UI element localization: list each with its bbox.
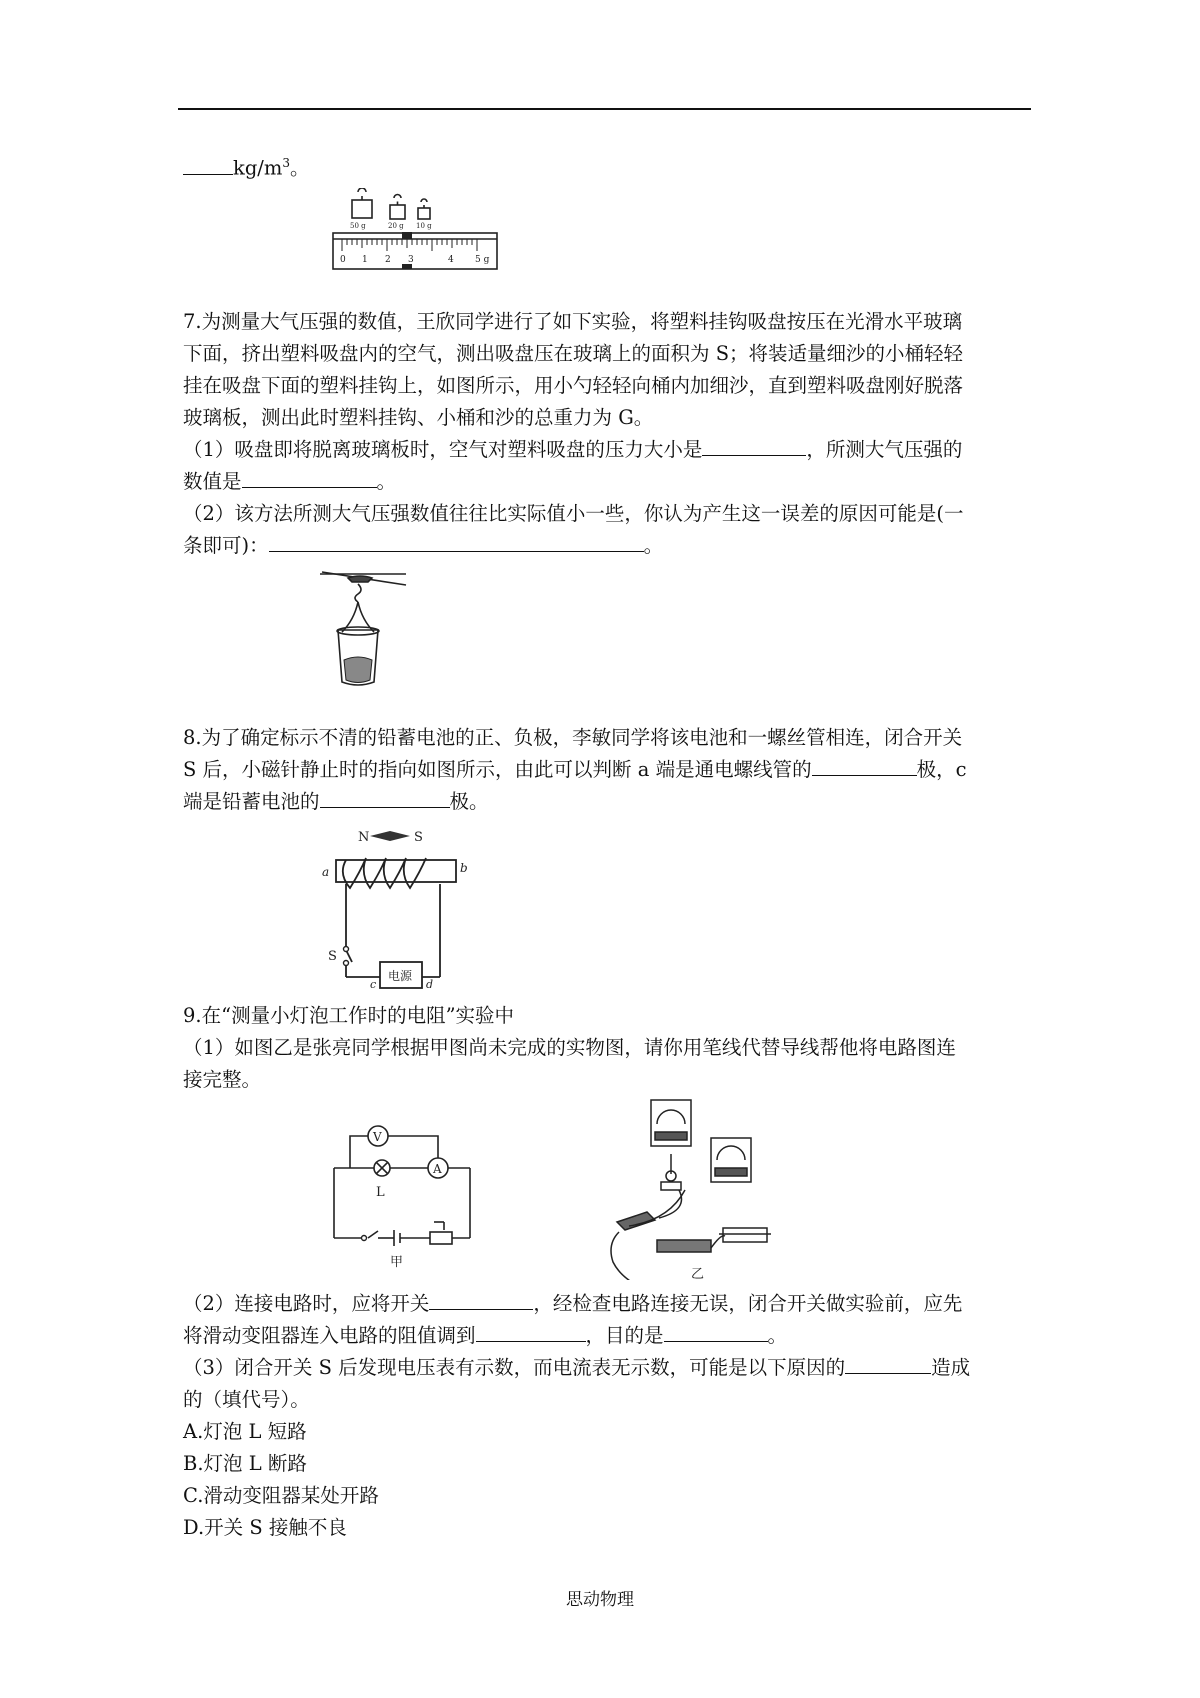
lamp-label: L — [376, 1185, 385, 1200]
q7-part2: （2）该方法所测大气压强数值往往比实际值小一些，你认为产生这一误差的原因可能是(一 — [183, 502, 964, 525]
end-a-label: a — [322, 865, 330, 879]
weight-label: 50 g — [350, 222, 366, 230]
blank[interactable] — [812, 755, 917, 776]
tick-label: 5 g — [475, 255, 490, 265]
balance-figure — [330, 188, 500, 272]
tick-label: 4 — [448, 255, 454, 265]
weight-label: 20 g — [388, 222, 404, 230]
suction-cup-figure — [318, 570, 410, 698]
tick-label: 3 — [408, 255, 414, 265]
q7-part1: （1）吸盘即将脱离玻璃板时，空气对塑料吸盘的压力大小是 ，所测大气压强的 — [183, 434, 1029, 466]
blank[interactable] — [845, 1353, 931, 1374]
compass-needle — [370, 831, 410, 841]
q7-line: 7.为测量大气压强的数值，王欣同学进行了如下实验，将塑料挂钩吸盘按压在光滑水平玻璃 — [183, 310, 963, 333]
q9-part1-cont: 接完整。 — [183, 1068, 262, 1091]
option-d: D.开关 S 接触不良 — [183, 1516, 347, 1539]
blank[interactable] — [320, 787, 450, 808]
blank[interactable] — [242, 467, 377, 488]
weight-label: 10 g — [416, 222, 432, 230]
blank[interactable] — [702, 435, 806, 456]
blank[interactable] — [429, 1289, 533, 1310]
option-a: A.灯泡 L 短路 — [183, 1420, 307, 1443]
q7-part1-cont: 数值是 。 — [183, 466, 1029, 498]
end-c-label: c — [370, 978, 377, 990]
tick-label: 2 — [385, 255, 391, 265]
end-d-label: d — [426, 978, 434, 990]
blank[interactable] — [269, 531, 644, 552]
solenoid-figure — [318, 822, 478, 990]
q9-part2-cont: 将滑动变阻器连入电路的阻值调到 ，目的是 。 — [183, 1320, 1029, 1352]
figure-caption: 乙 — [691, 1267, 705, 1280]
q9-part3-cont: 的（填代号）。 — [183, 1388, 310, 1411]
circuit-diagram-jia — [326, 1118, 476, 1268]
header-rule — [178, 108, 1031, 110]
blank[interactable] — [664, 1321, 768, 1342]
power-source-label: 电源 — [388, 969, 413, 983]
blank[interactable] — [183, 154, 233, 175]
tick-label: 1 — [362, 255, 368, 265]
figure-caption: 甲 — [390, 1255, 404, 1268]
end-b-label: b — [460, 861, 468, 875]
tick-label: 0 — [340, 255, 346, 265]
q7-part2-cont: 条即可)： 。 — [183, 530, 1029, 562]
page-footer: 思动物理 — [566, 1590, 634, 1610]
q7-line: 玻璃板，测出此时塑料挂钩、小桶和沙的总重力为 G。 — [183, 406, 654, 429]
q8-line: S 后，小磁针静止时的指向如图所示，由此可以判断 a 端是通电螺线管的 极，c — [183, 754, 1029, 786]
needle-s-label: S — [414, 830, 423, 845]
q9-part1: （1）如图乙是张亮同学根据甲图尚未完成的实物图，请你用笔线代替导线帮他将电路图连 — [183, 1036, 956, 1059]
apparatus-figure-yi — [595, 1098, 795, 1280]
q9-part3: （3）闭合开关 S 后发现电压表有示数，而电流表无示数，可能是以下原因的 造成 — [183, 1352, 1029, 1384]
rider — [402, 232, 412, 239]
switch-label: S — [328, 949, 337, 964]
ammeter-label: A — [433, 1162, 442, 1176]
q8-line: 端是铅蓄电池的 极。 — [183, 786, 1029, 818]
voltmeter-label: V — [373, 1130, 382, 1144]
q8-line: 8.为了确定标示不清的铅蓄电池的正、负极，李敏同学将该电池和一螺丝管相连，闭合开关 — [183, 726, 963, 749]
needle-n-label: N — [358, 830, 370, 845]
q9-line: 9.在“测量小灯泡工作时的电阻”实验中 — [183, 1004, 515, 1027]
option-c: C.滑动变阻器某处开路 — [183, 1484, 379, 1507]
option-b: B.灯泡 L 断路 — [183, 1452, 307, 1475]
q7-line: 挂在吸盘下面的塑料挂钩上，如图所示，用小勺轻轻向桶内加细沙，直到塑料吸盘刚好脱落 — [183, 374, 964, 397]
q9-part2: （2）连接电路时，应将开关 ，经检查电路连接无误，闭合开关做实验前，应先 — [183, 1288, 1029, 1320]
q7-line: 下面，挤出塑料吸盘内的空气，测出吸盘压在玻璃上的面积为 S；将装适量细沙的小桶轻轻 — [183, 342, 964, 365]
blank[interactable] — [476, 1321, 586, 1342]
q6-answer-line: $kg/m^3$。 — [183, 147, 1029, 185]
